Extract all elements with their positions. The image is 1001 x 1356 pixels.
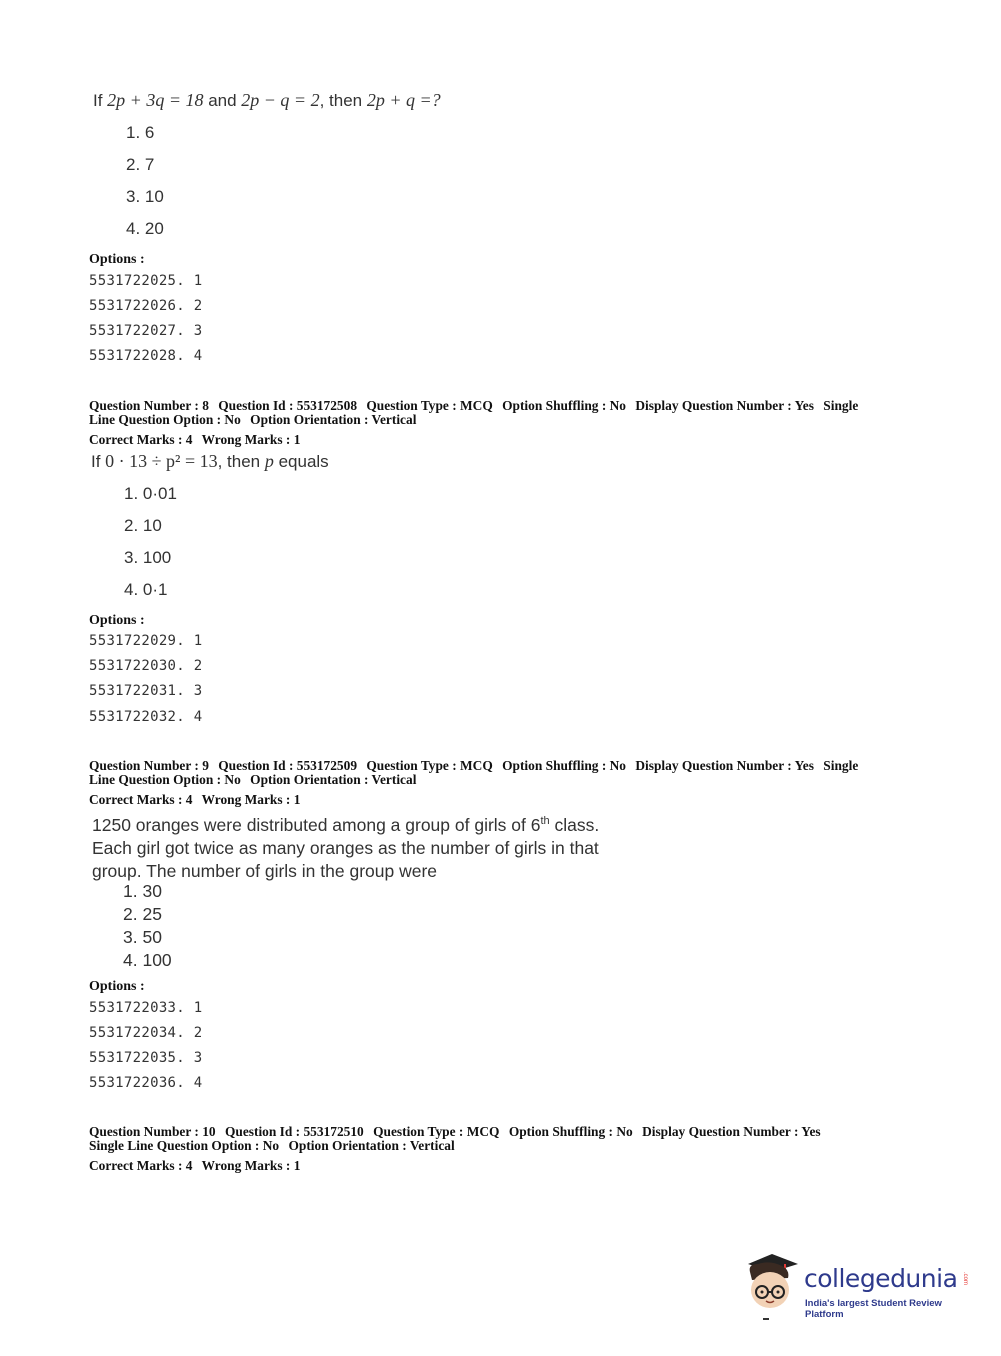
q7-option-id-2: 5531722026. 2 — [89, 298, 203, 314]
q7-choice-1: 1. 6 — [126, 123, 155, 142]
q7-math-1: 2p + 3q = 18 — [107, 90, 204, 110]
q9-option-id-1: 5531722033. 1 — [89, 1000, 203, 1016]
q9-choice-3: 3. 50 — [123, 927, 162, 947]
q8-option-id-2: 5531722030. 2 — [89, 658, 203, 674]
q8-choice-4: 4. 0·1 — [124, 580, 168, 599]
collegedunia-logo — [738, 1248, 968, 1318]
q8-choice-1: 1. 0·01 — [124, 484, 177, 503]
logo-tagline: India's largest Student Review Platform — [805, 1298, 942, 1320]
q9-stem-line-2: Each girl got twice as many oranges as the number of girls in that — [92, 837, 599, 858]
q8-stem: If 0 · 13 ÷ p² = 13, then p equals — [91, 451, 329, 471]
q8-choice-3: 3. 100 — [124, 548, 172, 567]
q10-marks: Correct Marks : 4 Wrong Marks : 1 — [89, 1158, 301, 1173]
q9-choice-4: 4. 100 — [123, 950, 172, 970]
q8-marks: Correct Marks : 4 Wrong Marks : 1 — [89, 432, 301, 447]
q9-choice-2: 2. 25 — [123, 904, 162, 924]
mascot-icon — [740, 1250, 802, 1316]
logo-com: .com — [962, 1272, 968, 1286]
logo-tick — [763, 1318, 769, 1320]
q7-stem: If 2p + 3q = 18 and 2p − q = 2, then 2p + q =? — [93, 90, 441, 110]
q9-marks: Correct Marks : 4 Wrong Marks : 1 — [89, 792, 301, 807]
q8-math: 0 · 13 ÷ p² = 13 — [105, 451, 218, 471]
q10-meta-line-2: Single Line Question Option : No Option Orientation : Vertical — [89, 1138, 455, 1153]
q7-option-id-3: 5531722027. 3 — [89, 323, 203, 339]
q7-choice-2: 2. 7 — [126, 155, 155, 174]
q9-choice-1: 1. 30 — [123, 881, 162, 901]
q9-option-id-2: 5531722034. 2 — [89, 1025, 203, 1041]
q9-choices — [123, 880, 172, 972]
logo-wordmark: collegedunia — [804, 1264, 958, 1293]
q9-options-heading: Options : — [89, 979, 145, 994]
q7-options-heading: Options : — [89, 252, 145, 267]
q9-stem-line-1: 1250 oranges were distributed among a group of girls of 6th class. — [92, 814, 600, 835]
q9-meta-line-1: Question Number : 9 Question Id : 553172509 Question Type : MCQ Option Shuffling : No Display Question Number : Yes Single — [89, 758, 859, 773]
q7-option-id-4: 5531722028. 4 — [89, 348, 203, 364]
q7-math-2: 2p − q = 2 — [241, 90, 320, 110]
q7-choice-4: 4. 20 — [126, 219, 164, 238]
q9-meta-line-2: Line Question Option : No Option Orientation : Vertical — [89, 772, 417, 787]
q9-stem — [92, 810, 599, 883]
q8-meta-line-1: Question Number : 8 Question Id : 553172508 Question Type : MCQ Option Shuffling : No Display Question Number : Yes Single — [89, 398, 859, 413]
q10-meta-line-1: Question Number : 10 Question Id : 553172510 Question Type : MCQ Option Shuffling : No Display Question Number : Yes — [89, 1124, 821, 1139]
q7-option-id-1: 5531722025. 1 — [89, 273, 203, 289]
q8-choice-2: 2. 10 — [124, 516, 162, 535]
q8-option-id-1: 5531722029. 1 — [89, 633, 203, 649]
q8-option-id-4: 5531722032. 4 — [89, 709, 203, 725]
q7-choice-3: 3. 10 — [126, 187, 164, 206]
q8-options-heading: Options : — [89, 613, 145, 628]
q8-option-id-3: 5531722031. 3 — [89, 683, 203, 699]
q7-math-3: 2p + q =? — [366, 90, 441, 110]
q9-stem-line-3: group. The number of girls in the group were — [92, 860, 438, 881]
q9-option-id-3: 5531722035. 3 — [89, 1050, 203, 1066]
q9-option-id-4: 5531722036. 4 — [89, 1075, 203, 1091]
q8-meta-line-2: Line Question Option : No Option Orientation : Vertical — [89, 412, 417, 427]
